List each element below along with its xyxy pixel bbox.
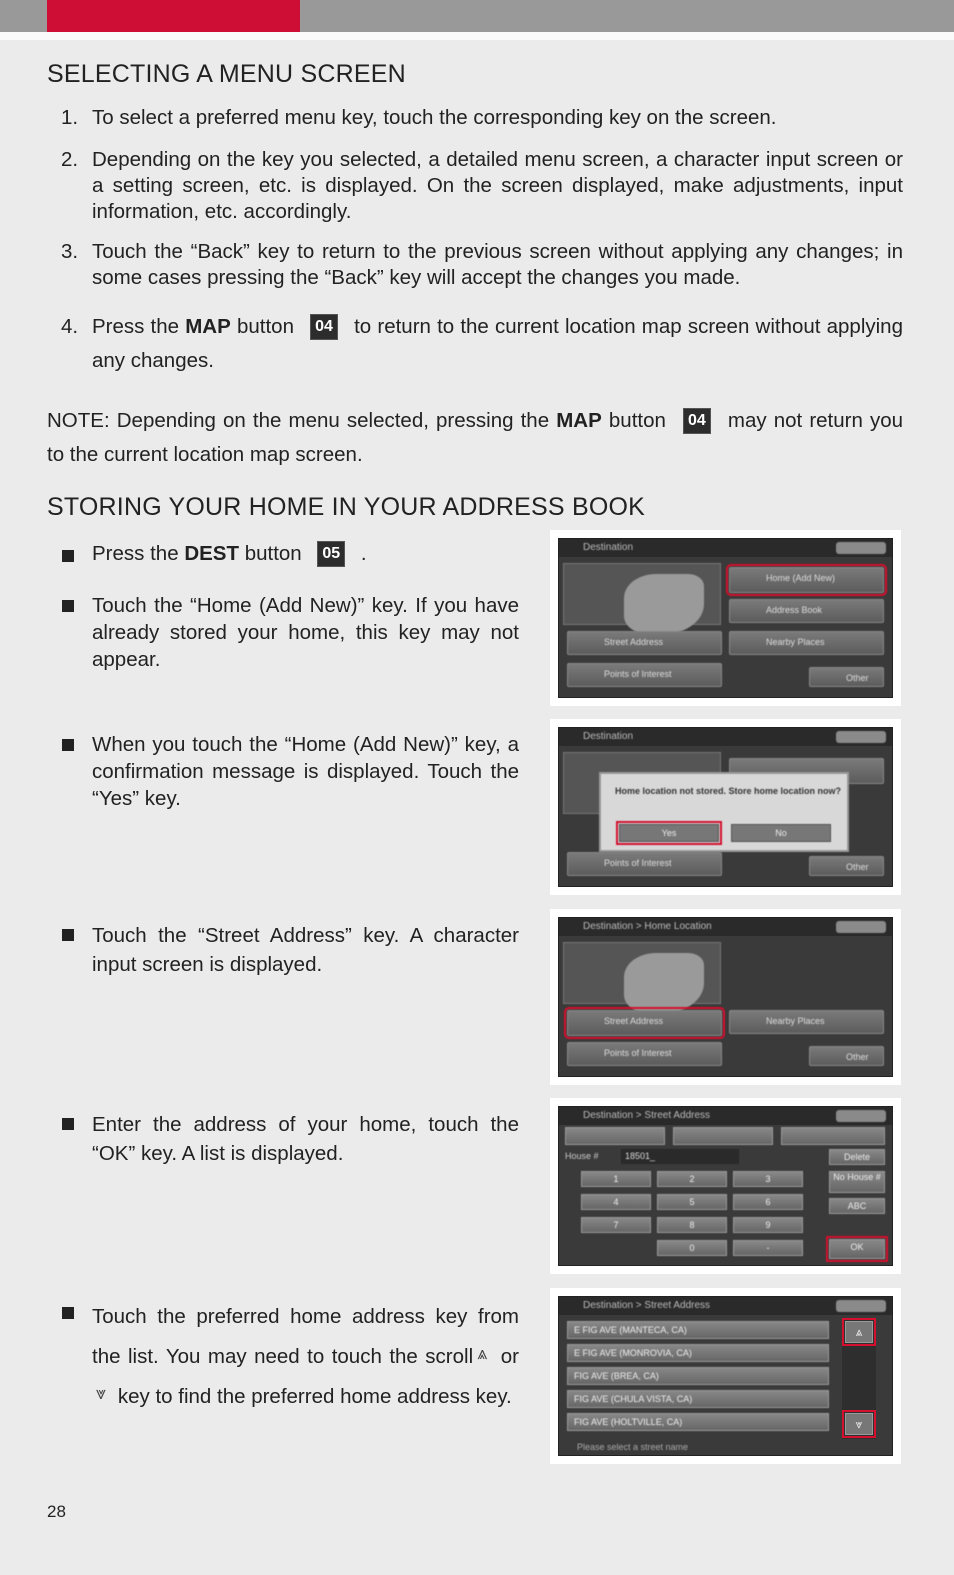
other-key[interactable]: Other [809, 856, 884, 876]
bullet-icon [62, 1118, 74, 1130]
other-key[interactable]: Other [809, 667, 884, 687]
key-7[interactable]: 7 [581, 1217, 651, 1233]
header-divider [0, 32, 954, 40]
item-number: 4. [61, 315, 79, 338]
item-text: Touch the “Back” key to return to the previous screen without applying any changes; in some cases pressing the “Back” key will accept the changes you made. [92, 240, 903, 289]
header-accent [47, 0, 300, 32]
yes-button[interactable]: Yes [619, 824, 719, 842]
scroll-down-button[interactable]: ⩔ [845, 1413, 873, 1435]
button-04-badge: 04 [683, 408, 711, 434]
screenshot-street-address-input [550, 1098, 901, 1274]
nav-screen [558, 1106, 893, 1266]
screen-title-bar: Destination [559, 539, 892, 557]
address-book-key[interactable]: Address Book [729, 599, 884, 623]
points-of-interest-key[interactable]: Points of Interest [567, 1042, 722, 1066]
list-item[interactable]: E FIG AVE (MANTECA, CA) [567, 1321, 829, 1339]
no-house-number-key[interactable]: No House # [829, 1171, 885, 1193]
region-map[interactable] [563, 563, 721, 625]
header-bar [0, 0, 954, 32]
screen-title-bar: Destination [559, 728, 892, 746]
nearby-places-key[interactable]: Nearby Places [729, 631, 884, 655]
house-number-tab[interactable] [565, 1127, 665, 1145]
list-item[interactable]: FIG AVE (HOLTVILLE, CA) [567, 1413, 829, 1431]
delete-key[interactable]: Delete [829, 1149, 885, 1165]
map-shape [624, 953, 704, 1013]
city-tab[interactable] [781, 1127, 885, 1145]
back-button[interactable] [836, 731, 886, 743]
item-number: 2. [61, 148, 79, 171]
button-04-badge: 04 [310, 314, 338, 340]
bullet-text: Touch the preferred home address key from the list. You may need to touch the scroll ⩓ or⩔ key to find the preferred home address key. [92, 1298, 519, 1415]
scroll-up-button[interactable]: ⩓ [845, 1321, 873, 1343]
nav-screen [558, 727, 893, 887]
map-button-label: MAP [185, 315, 231, 338]
street-address-key[interactable]: Street Address [567, 1010, 722, 1036]
button-05-badge: 05 [317, 541, 345, 567]
key-dash[interactable]: - [733, 1240, 803, 1256]
nearby-places-key[interactable]: Nearby Places [729, 1010, 884, 1034]
bullet-text: Press the DEST button 05 . [92, 542, 367, 565]
back-button[interactable] [836, 1300, 886, 1312]
bullet-text: Touch the “Street Address” key. A character input screen is displayed. [92, 924, 519, 976]
nav-screen [558, 1296, 893, 1456]
ok-key[interactable]: OK [829, 1239, 885, 1259]
dest-button-label: DEST [184, 542, 239, 565]
item-text: Press the MAP button 04 to return to the current location map screen without applying any changes. [92, 315, 903, 372]
screenshot-destination-menu [550, 530, 901, 706]
key-5[interactable]: 5 [657, 1194, 727, 1210]
back-button[interactable] [836, 921, 886, 933]
back-button[interactable] [836, 542, 886, 554]
map-shape [624, 574, 704, 634]
street-address-key[interactable]: Street Address [567, 631, 722, 655]
item-text: To select a preferred menu key, touch the corresponding key on the screen. [92, 106, 777, 129]
scroll-up-icon: ⩓ [477, 1343, 488, 1363]
section-title-home: STORING YOUR HOME IN YOUR ADDRESS BOOK [47, 493, 645, 521]
list-item[interactable]: E FIG AVE (MONROVIA, CA) [567, 1344, 829, 1362]
item-number: 1. [61, 106, 79, 129]
abc-key[interactable]: ABC [829, 1198, 885, 1214]
screen-title-bar: Destination > Street Address [559, 1297, 892, 1315]
note-text: NOTE: Depending on the menu selected, pressing the MAP button 04 may not return you to the current location map screen. [47, 409, 904, 466]
screen-title-bar: Destination > Street Address [559, 1107, 892, 1125]
points-of-interest-key[interactable]: Points of Interest [567, 852, 722, 876]
nav-screen [558, 917, 893, 1077]
key-6[interactable]: 6 [733, 1194, 803, 1210]
item-number: 3. [61, 240, 79, 263]
dialog-message: Home location not stored. Store home location now? [615, 786, 842, 796]
nav-screen [558, 538, 893, 698]
no-button[interactable]: No [731, 824, 831, 842]
bullet-text: Touch the “Home (Add New)” key. If you have already stored your home, this key may not appear. [92, 594, 519, 671]
section-title-menu: SELECTING A MENU SCREEN [47, 60, 406, 88]
list-item[interactable]: FIG AVE (BREA, CA) [567, 1367, 829, 1385]
bullet-icon [62, 550, 74, 562]
key-3[interactable]: 3 [733, 1171, 803, 1187]
page-number: 28 [47, 1502, 66, 1521]
key-2[interactable]: 2 [657, 1171, 727, 1187]
key-9[interactable]: 9 [733, 1217, 803, 1233]
key-0[interactable]: 0 [657, 1240, 727, 1256]
key-4[interactable]: 4 [581, 1194, 651, 1210]
house-label: House # [565, 1151, 599, 1161]
bullet-icon [62, 600, 74, 612]
map-button-label: MAP [556, 409, 602, 432]
key-8[interactable]: 8 [657, 1217, 727, 1233]
screen-title-bar: Destination > Home Location [559, 918, 892, 936]
scroll-down-icon: ⩔ [96, 1383, 107, 1403]
item-text: Depending on the key you selected, a detailed menu screen, a character input screen or a setting screen, etc. is displayed. On the screen displayed, make adjustments, input information, etc. accordingly. [92, 148, 903, 223]
bullet-icon [62, 739, 74, 751]
bullet-icon [62, 929, 74, 941]
bullet-text: Enter the address of your home, touch the “OK” key. A list is displayed. [92, 1113, 519, 1165]
confirmation-dialog [599, 772, 849, 852]
house-number-input[interactable]: 18501_ [621, 1149, 739, 1164]
screenshot-confirm-dialog [550, 719, 901, 895]
other-key[interactable]: Other [809, 1046, 884, 1066]
list-item[interactable]: FIG AVE (CHULA VISTA, CA) [567, 1390, 829, 1408]
street-tab[interactable] [673, 1127, 773, 1145]
points-of-interest-key[interactable]: Points of Interest [567, 663, 722, 687]
bullet-text: When you touch the “Home (Add New)” key, a confirmation message is displayed. Touch the “Yes” key. [92, 733, 519, 810]
key-1[interactable]: 1 [581, 1171, 651, 1187]
home-add-new-key[interactable]: Home (Add New) [729, 567, 884, 593]
back-button[interactable] [836, 1110, 886, 1122]
bullet-icon [62, 1307, 74, 1319]
screenshot-home-location [550, 909, 901, 1085]
region-map[interactable] [563, 942, 721, 1004]
screen-footer-hint: Please select a street name [577, 1442, 689, 1452]
screenshot-street-list [550, 1288, 901, 1464]
